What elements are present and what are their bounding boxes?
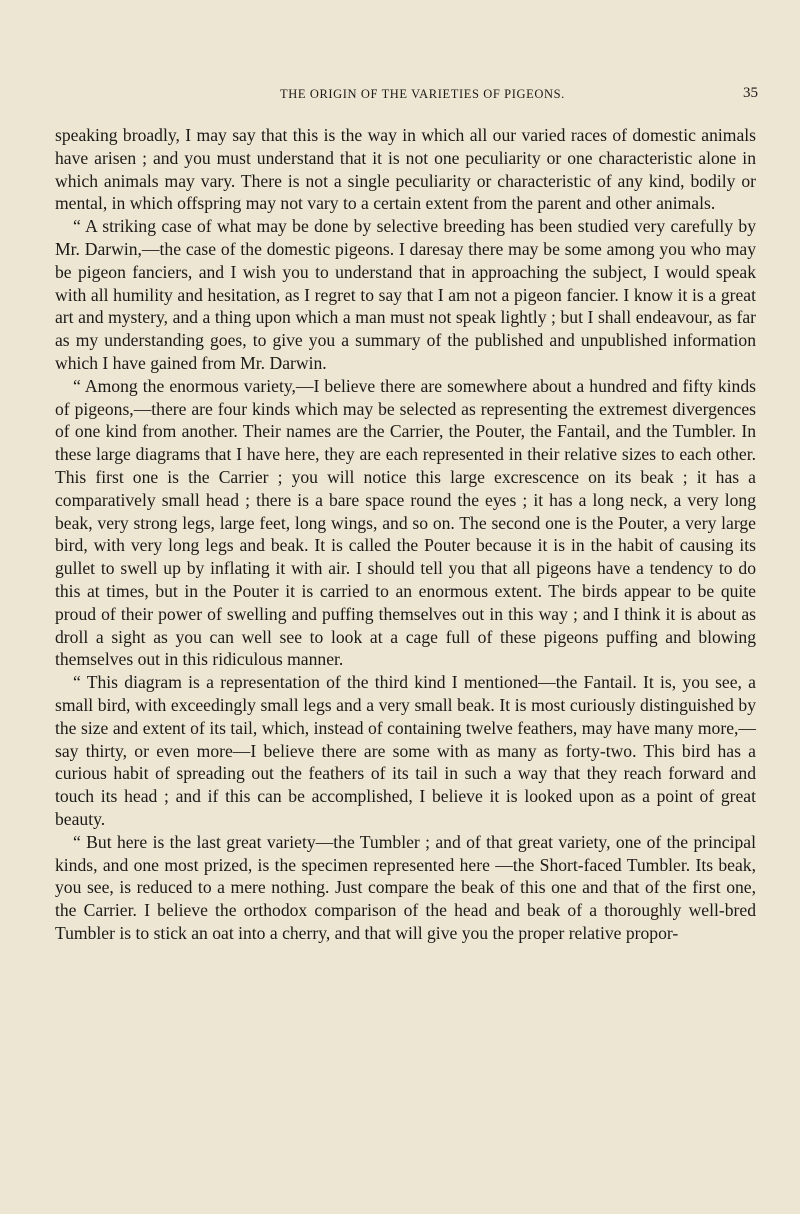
paragraph: “ A striking case of what may be done by selective breeding has been studied very carefully by Mr. Darwin,—the case of the domestic pigeons. I daresay there may be some among you who may be pigeon fanciers, and I wish you to understand that in approaching the subject, I would speak with all humility and hesitation, as I regret to say that I am not a pigeon fancier. I know it is a great art and mystery, and a thing upon which a man must not speak lightly ; but I shall endeavour, as far as my understanding goes, to give you a summary of the published and unpublished information which I have gained from Mr. Darwin. [55, 216, 756, 373]
paragraph: speaking broadly, I may say that this is the way in which all our varied races of domestic animals have arisen ; and you must understand that it is not one peculiarity or one characteristic alone in which animals may vary. There is not a single peculiarity or characteristic of any kind, bodily or mental, in which offspring may not vary to a certain extent from the parent and other animals. [55, 125, 756, 214]
paragraph: “ But here is the last great variety—the Tumbler ; and of that great variety, one of the principal kinds, and one most prized, is the specimen represented here —the Short-faced Tumbler. Its beak, you see, is reduced to a mere nothing. Just compare the beak of this one and that of the first one, the Carrier. I believe the orthodox comparison of the head and beak of a thoroughly well-bred Tumbler is to stick an oat into a cherry, and that will give you the proper relative propor- [55, 831, 756, 943]
body-text [55, 124, 756, 945]
paragraph: “ This diagram is a representation of the third kind I mentioned—the Fantail. It is, you see, a small bird, with exceedingly small legs and a very small beak. It is most curiously distinguished by the size and extent of its tail, which, instead of containing twelve feathers, may have many more,—say thirty, or even more—I believe there are some with as many as forty-two. This bird has a curious habit of spreading out the feathers of its tail in such a way that they reach forward and touch its head ; and if this can be accomplished, I believe it is looked upon as a point of great beauty. [55, 672, 756, 829]
running-title: THE ORIGIN OF THE VARIETIES OF PIGEONS. [280, 87, 565, 101]
paragraph: “ Among the enormous variety,—I believe there are somewhere about a hundred and fifty kinds of pigeons,—there are four kinds which may be selected as representing the extremest divergences of one kind from another. Their names are the Carrier, the Pouter, the Fantail, and the Tumbler. In these large diagrams that I have here, they are each represented in their relative sizes to each other. This first one is the Carrier ; you will notice this large excrescence on its beak ; it has a comparatively small head ; there is a bare space round the eyes ; it has a long neck, a very long beak, very strong legs, large feet, long wings, and so on. The second one is the Pouter, a very large bird, with very long legs and beak. It is called the Pouter because it is in the habit of causing its gullet to swell up by inflating it with air. I should tell you that all pigeons have a tendency to do this at times, but in the Pouter it is carried to an enormous extent. The birds appear to be quite proud of their power of swelling and puffing themselves out in this way ; and I think it is about as droll a sight as you can well see to look at a cage full of these pigeons puffing and blowing themselves out in this ridiculous manner. [55, 375, 756, 670]
page-number: 35 [743, 85, 758, 101]
running-head [280, 87, 758, 109]
